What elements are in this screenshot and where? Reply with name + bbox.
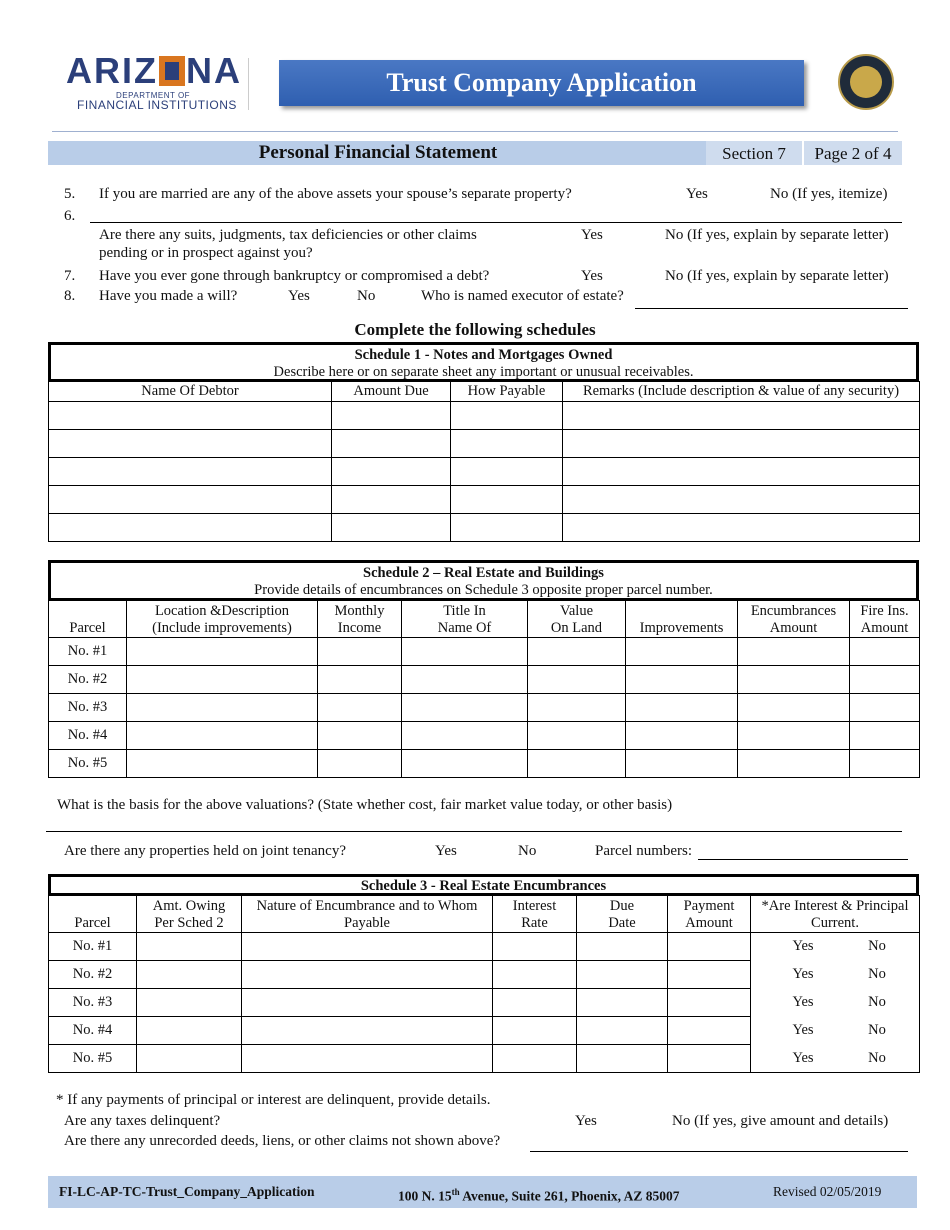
table-cell[interactable] — [242, 1045, 493, 1073]
schedule2-table — [48, 600, 920, 778]
table-cell[interactable] — [528, 694, 626, 722]
taxes-yes-option[interactable]: Yes — [575, 1113, 597, 1129]
table-cell[interactable] — [318, 722, 402, 750]
schedule3-table — [48, 895, 920, 1073]
schedule3-header-row — [49, 896, 920, 933]
table-cell[interactable] — [127, 638, 318, 666]
table-cell[interactable] — [332, 458, 451, 486]
schedule3-header — [48, 874, 919, 896]
table-row — [49, 430, 920, 458]
table-row — [49, 1045, 920, 1073]
joint-tenancy-no-option[interactable]: No — [518, 843, 537, 859]
schedule3-col-interest: Interest Rate — [493, 896, 577, 933]
table-row — [49, 722, 920, 750]
parcel-label: No. #2 — [49, 961, 137, 989]
table-cell[interactable] — [402, 722, 528, 750]
schedule2-col-improvements: Improvements — [626, 601, 738, 638]
schedules-heading: Complete the following schedules — [354, 320, 596, 339]
current-choice — [751, 933, 920, 961]
current-no-option[interactable]: No — [868, 1022, 886, 1038]
schedule2-subtitle: Provide details of encumbrances on Schedule 3 opposite proper parcel number. — [254, 582, 713, 598]
table-cell[interactable] — [738, 638, 850, 666]
valuation-question: What is the basis for the above valuations? (State whether cost, fair market value today, or other basis) — [57, 797, 673, 813]
section-label: Section 7 — [706, 141, 802, 165]
table-cell[interactable] — [668, 961, 751, 989]
table-cell[interactable] — [563, 486, 920, 514]
table-cell[interactable] — [332, 430, 451, 458]
table-cell[interactable] — [402, 750, 528, 778]
table-row — [49, 514, 920, 542]
table-cell[interactable] — [668, 1045, 751, 1073]
current-no-option[interactable]: No — [868, 994, 886, 1010]
schedule3-col-amt-owing: Amt. Owing Per Sched 2 — [137, 896, 242, 933]
table-cell[interactable] — [49, 430, 332, 458]
schedule1-header-amount: Amount Due — [332, 382, 451, 402]
table-cell[interactable] — [626, 694, 738, 722]
table-cell[interactable] — [127, 722, 318, 750]
header-rule — [52, 131, 898, 132]
table-row — [49, 486, 920, 514]
q8-yes-option[interactable]: Yes — [288, 288, 310, 304]
current-yes-option[interactable]: Yes — [792, 938, 814, 955]
current-choice — [751, 989, 920, 1017]
table-row — [49, 694, 920, 722]
table-cell[interactable] — [49, 514, 332, 542]
schedule1-header-payable: How Payable — [451, 382, 563, 402]
table-cell[interactable] — [668, 989, 751, 1017]
agency-logo — [66, 52, 242, 90]
table-cell[interactable] — [332, 486, 451, 514]
current-yes-option[interactable]: Yes — [792, 966, 814, 982]
table-cell[interactable] — [402, 638, 528, 666]
q5-number: 5. — [64, 186, 76, 202]
joint-tenancy-yes-option[interactable]: Yes — [435, 843, 457, 859]
delinquent-note: * If any payments of principal or interest are delinquent, provide details. — [56, 1092, 491, 1108]
schedule3-col-payment: Payment Amount — [668, 896, 751, 933]
schedule1-title: Schedule 1 - Notes and Mortgages Owned — [354, 347, 613, 363]
table-cell[interactable] — [49, 402, 332, 430]
footer-revised: Revised 02/05/2019 — [773, 1184, 882, 1199]
table-cell[interactable] — [402, 666, 528, 694]
current-no-option[interactable]: No — [868, 938, 886, 955]
parcel-label: No. #1 — [49, 638, 127, 666]
logo-department: DEPARTMENT OF — [116, 91, 191, 100]
current-no-option[interactable]: No — [868, 966, 886, 982]
deeds-answer-field[interactable] — [530, 1151, 908, 1152]
table-cell[interactable] — [563, 514, 920, 542]
logo-word-right: NA — [186, 50, 242, 91]
current-choice — [751, 1017, 920, 1045]
table-cell[interactable] — [451, 486, 563, 514]
q8-executor-label: Who is named executor of estate? — [421, 288, 624, 304]
current-yes-option[interactable]: Yes — [792, 994, 814, 1010]
schedule2-header-row — [49, 601, 920, 638]
joint-tenancy-question: Are there any properties held on joint tenancy? — [64, 843, 346, 859]
table-cell[interactable] — [563, 458, 920, 486]
q6-no-option[interactable]: No (If yes, explain by separate letter) — [665, 227, 889, 243]
page-title: Personal Financial Statement — [258, 142, 498, 163]
table-cell[interactable] — [451, 514, 563, 542]
table-row — [49, 933, 920, 961]
schedule2-header — [48, 560, 919, 601]
parcel-label: No. #5 — [49, 750, 127, 778]
parcel-label: No. #2 — [49, 666, 127, 694]
table-row — [49, 458, 920, 486]
header-divider — [248, 58, 249, 110]
q5-yes-option[interactable]: Yes — [686, 186, 708, 202]
schedule1-header-remarks: Remarks (Include description & value of any security) — [563, 382, 920, 402]
table-cell[interactable] — [49, 458, 332, 486]
schedule3-col-current: *Are Interest & Principal Current. — [751, 896, 920, 933]
table-cell[interactable] — [242, 961, 493, 989]
table-cell[interactable] — [850, 666, 920, 694]
table-cell[interactable] — [850, 694, 920, 722]
current-yes-option[interactable]: Yes — [792, 1049, 814, 1066]
table-row — [49, 402, 920, 430]
table-row — [49, 961, 920, 989]
table-cell[interactable] — [577, 933, 668, 961]
table-cell[interactable] — [626, 638, 738, 666]
schedule2-col-income: Monthly Income — [318, 601, 402, 638]
table-cell[interactable] — [493, 961, 577, 989]
table-cell[interactable] — [242, 933, 493, 961]
taxes-no-option[interactable]: No (If yes, give amount and details) — [672, 1113, 889, 1129]
q7-no-option[interactable]: No (If yes, explain by separate letter) — [665, 268, 889, 284]
parcel-label: No. #1 — [49, 933, 137, 961]
current-choice — [751, 961, 920, 989]
table-cell[interactable] — [563, 402, 920, 430]
table-cell[interactable] — [242, 989, 493, 1017]
table-cell[interactable] — [318, 694, 402, 722]
valuation-answer-field[interactable] — [46, 831, 902, 832]
table-cell[interactable] — [738, 750, 850, 778]
table-cell[interactable] — [137, 933, 242, 961]
q5-no-option[interactable]: No (If yes, itemize) — [770, 186, 888, 202]
table-cell[interactable] — [318, 638, 402, 666]
table-cell[interactable] — [137, 1017, 242, 1045]
parcel-label: No. #3 — [49, 694, 127, 722]
table-cell[interactable] — [528, 722, 626, 750]
schedule3-col-nature: Nature of Encumbrance and to Whom Payable — [242, 896, 493, 933]
table-cell[interactable] — [493, 1045, 577, 1073]
parcel-label: No. #5 — [49, 1045, 137, 1073]
taxes-question: Are any taxes delinquent? — [64, 1113, 221, 1129]
parcel-label: No. #4 — [49, 722, 127, 750]
table-row — [49, 666, 920, 694]
table-cell[interactable] — [668, 933, 751, 961]
table-cell[interactable] — [577, 1045, 668, 1073]
footer-form-id: FI-LC-AP-TC-Trust_Company_Application — [59, 1184, 315, 1199]
table-cell[interactable] — [528, 666, 626, 694]
q5-itemize-line[interactable] — [90, 222, 902, 223]
table-cell[interactable] — [528, 638, 626, 666]
q8-no-option[interactable]: No — [357, 288, 376, 304]
parcel-label: No. #4 — [49, 1017, 137, 1045]
schedule2-col-value: Value On Land — [528, 601, 626, 638]
table-cell[interactable] — [850, 722, 920, 750]
current-yes-option[interactable]: Yes — [792, 1022, 814, 1038]
table-cell[interactable] — [137, 961, 242, 989]
table-cell[interactable] — [493, 933, 577, 961]
table-cell[interactable] — [127, 694, 318, 722]
table-cell[interactable] — [242, 1017, 493, 1045]
table-cell[interactable] — [738, 722, 850, 750]
table-cell[interactable] — [577, 989, 668, 1017]
page-number: Page 2 of 4 — [802, 141, 902, 165]
table-row — [49, 989, 920, 1017]
q6-text-line1: Are there any suits, judgments, tax deficiencies or other claims — [99, 227, 477, 243]
table-cell[interactable] — [402, 694, 528, 722]
table-cell[interactable] — [493, 989, 577, 1017]
table-cell[interactable] — [318, 666, 402, 694]
executor-field[interactable] — [635, 308, 908, 309]
table-cell[interactable] — [577, 1017, 668, 1045]
q7-text: Have you ever gone through bankruptcy or compromised a debt? — [99, 268, 490, 284]
table-cell[interactable] — [127, 666, 318, 694]
table-cell[interactable] — [332, 402, 451, 430]
schedule3-title: Schedule 3 - Real Estate Encumbrances — [360, 878, 607, 894]
table-cell[interactable] — [668, 1017, 751, 1045]
schedule1-table — [48, 381, 920, 542]
table-cell[interactable] — [528, 750, 626, 778]
schedule1-header-debtor: Name Of Debtor — [49, 382, 332, 402]
table-cell[interactable] — [451, 402, 563, 430]
table-cell[interactable] — [493, 1017, 577, 1045]
seal-center — [850, 66, 882, 98]
q7-yes-option[interactable]: Yes — [581, 268, 603, 284]
table-cell[interactable] — [626, 750, 738, 778]
logo-word-left: ARIZ — [66, 50, 158, 91]
deeds-question: Are there any unrecorded deeds, liens, or other claims not shown above? — [64, 1133, 501, 1149]
table-row — [49, 750, 920, 778]
table-cell[interactable] — [738, 666, 850, 694]
table-cell[interactable] — [49, 486, 332, 514]
parcel-numbers-field[interactable] — [698, 859, 908, 860]
table-cell[interactable] — [577, 961, 668, 989]
parcel-numbers-label: Parcel numbers: — [595, 843, 693, 859]
q6-number: 6. — [64, 208, 76, 224]
current-no-option[interactable]: No — [868, 1049, 886, 1066]
table-cell[interactable] — [451, 458, 563, 486]
current-choice — [751, 1045, 920, 1073]
table-cell[interactable] — [738, 694, 850, 722]
schedule2-col-fire-ins: Fire Ins. Amount — [850, 601, 920, 638]
table-row — [49, 638, 920, 666]
schedule2-col-encumbrances: Encumbrances Amount — [738, 601, 850, 638]
table-cell[interactable] — [127, 750, 318, 778]
schedule2-title: Schedule 2 – Real Estate and Buildings — [363, 565, 604, 581]
schedule3-col-due: Due Date — [577, 896, 668, 933]
table-cell[interactable] — [332, 514, 451, 542]
table-cell[interactable] — [626, 722, 738, 750]
q7-number: 7. — [64, 268, 76, 284]
banner-title: Trust Company Application — [279, 60, 804, 106]
arizona-state-icon — [159, 56, 185, 86]
parcel-label: No. #3 — [49, 989, 137, 1017]
q8-number: 8. — [64, 288, 76, 304]
table-cell[interactable] — [563, 430, 920, 458]
table-cell[interactable] — [137, 989, 242, 1017]
footer-address: 100 N. 15th Avenue, Suite 261, Phoenix, AZ 85007 — [398, 1187, 680, 1204]
schedule3-col-parcel: Parcel — [49, 896, 137, 933]
logo-agency-name: FINANCIAL INSTITUTIONS — [77, 98, 237, 112]
table-cell[interactable] — [626, 666, 738, 694]
schedule1-header — [48, 342, 919, 382]
table-cell[interactable] — [850, 638, 920, 666]
q6-yes-option[interactable]: Yes — [581, 227, 603, 243]
table-row — [49, 1017, 920, 1045]
table-cell[interactable] — [318, 750, 402, 778]
q8-text: Have you made a will? — [99, 288, 238, 304]
schedule2-col-location: Location &Description (Include improvements) — [127, 601, 318, 638]
q5-text: If you are married are any of the above assets your spouse’s separate property? — [99, 186, 572, 202]
table-cell[interactable] — [451, 430, 563, 458]
q6-text-line2: pending or in prospect against you? — [99, 245, 313, 261]
table-cell[interactable] — [137, 1045, 242, 1073]
schedule1-subtitle: Describe here or on separate sheet any important or unusual receivables. — [273, 364, 694, 380]
schedule2-col-parcel: Parcel — [49, 601, 127, 638]
schedule2-col-title: Title In Name Of — [402, 601, 528, 638]
table-cell[interactable] — [850, 750, 920, 778]
